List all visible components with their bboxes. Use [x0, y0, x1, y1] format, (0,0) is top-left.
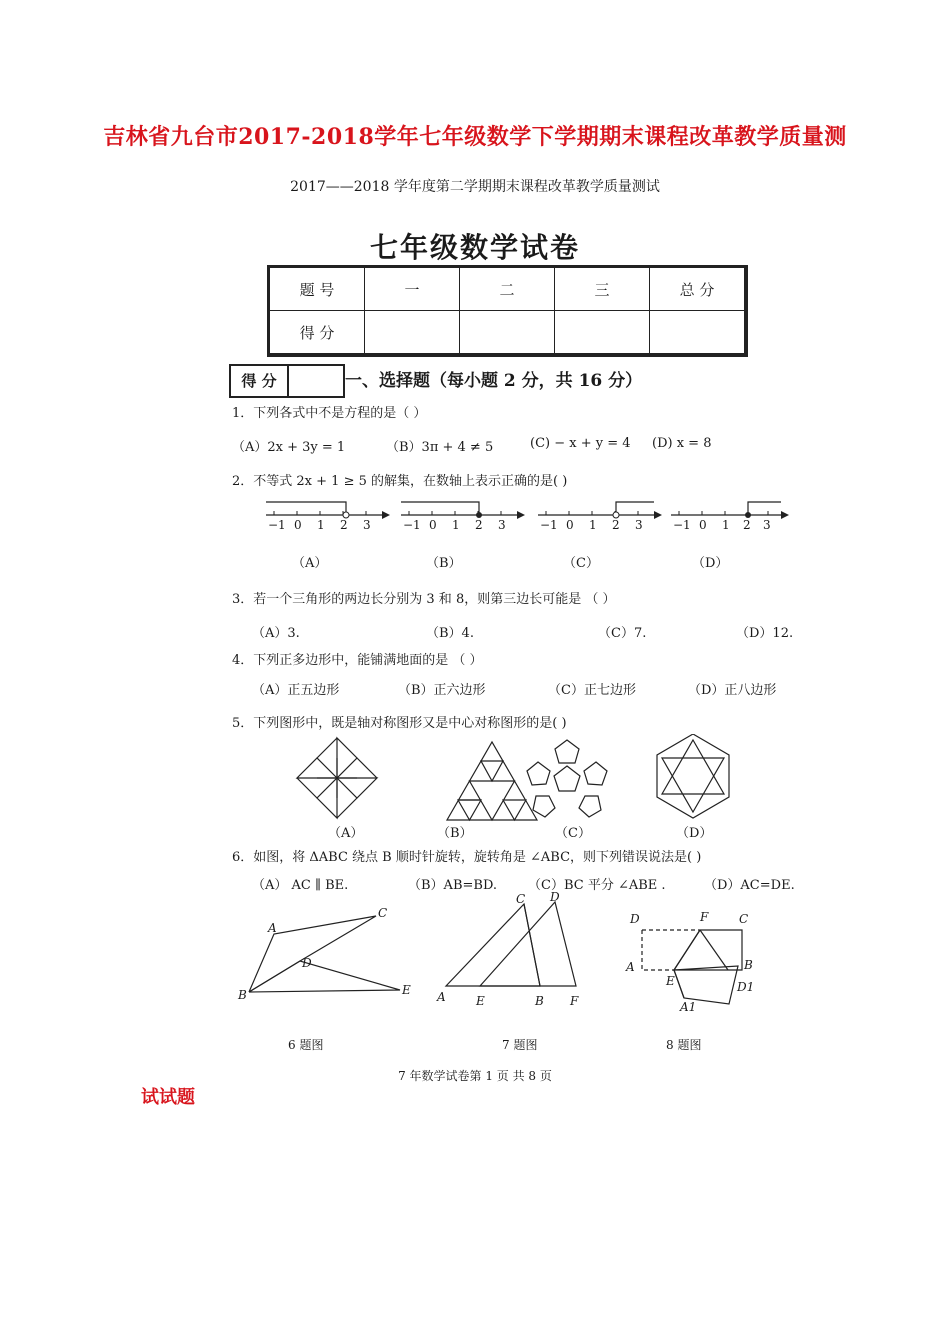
question-5-option-b: （B）	[437, 826, 473, 841]
question-2-option-d: （D）	[692, 556, 729, 571]
symmetry-figures	[285, 734, 755, 824]
question-2-option-c: （C）	[563, 556, 599, 571]
tick-label: 2	[340, 518, 348, 532]
fig7-label-f: F	[570, 994, 579, 1008]
question-5-option-d: （D）	[676, 826, 713, 841]
score-blank	[650, 311, 747, 356]
score-cell-section-1: 一	[365, 267, 460, 311]
question-3-option-c: （C）7.	[598, 626, 647, 641]
tick-label: 2	[612, 518, 620, 532]
document-title: 吉林省九台市2017-2018学年七年级数学下学期期末课程改革教学质量测	[103, 124, 847, 150]
tick-label: 2	[743, 518, 751, 532]
question-4-option-b: （B）正六边形	[398, 683, 486, 698]
tick-label: −1	[540, 518, 558, 532]
fig6-label-c: C	[378, 906, 388, 920]
pentagon-figure	[527, 740, 607, 817]
question-4-option-a: （A）正五边形	[252, 683, 340, 698]
section-score-label: 得 分	[231, 366, 289, 396]
question-4-option-d: （D）正八边形	[688, 683, 777, 698]
tick-label: 0	[294, 518, 302, 532]
question-5-stem: 5．下列图形中，既是轴对称图形又是中心对称图形的是( )	[232, 716, 567, 731]
tick-label: 0	[566, 518, 574, 532]
fig6-label-a: A	[268, 921, 277, 935]
score-blank	[460, 311, 555, 356]
score-cell-section-2: 二	[460, 267, 555, 311]
score-cell-label: 题 号	[269, 267, 365, 311]
question-2-option-b: （B）	[426, 556, 462, 571]
question-1-option-a: （A）2x + 3y = 1	[232, 440, 346, 455]
question-6-option-b: （B）AB=BD.	[408, 878, 498, 893]
number-line-c	[538, 502, 662, 519]
fig8-label-d: D	[630, 912, 640, 926]
pinwheel-figure	[297, 738, 377, 818]
question-6-option-d: （D）AC=DE.	[704, 878, 795, 893]
fig8-label-a1: A1	[680, 1000, 697, 1014]
score-cell-section-3: 三	[555, 267, 650, 311]
fig8-label-b: B	[744, 958, 753, 972]
score-table-score-row	[269, 311, 747, 356]
tick-label: 0	[429, 518, 437, 532]
fig6-label-e: E	[402, 983, 411, 997]
score-row-label: 得 分	[269, 311, 365, 356]
fig7-label-c: C	[516, 892, 526, 906]
tick-label: 3	[363, 518, 371, 532]
fig7-label-b: B	[535, 994, 544, 1008]
triangle-figure	[447, 742, 537, 820]
fig6-label-d: D	[302, 956, 312, 970]
question-4-stem: 4．下列正多边形中，能铺满地面的是 （ ）	[232, 653, 483, 668]
question-3-option-b: （B）4.	[426, 626, 474, 641]
trial-label: 试试题	[141, 1087, 195, 1108]
question-5-option-a: （A）	[328, 826, 364, 841]
tick-label: 1	[317, 518, 325, 532]
tick-label: 1	[722, 518, 730, 532]
question-1-option-c: (C) − x + y = 4	[530, 436, 631, 451]
fig6-label-b: B	[238, 988, 247, 1002]
tick-label: 3	[763, 518, 771, 532]
section-1-title: 一、选择题（每小题 2 分，共 16 分）	[345, 371, 643, 391]
score-table-header-row	[269, 267, 747, 311]
fig7-label-d: D	[550, 890, 560, 904]
hexagram-figure	[657, 734, 729, 818]
question-1-stem: 1．下列各式中不是方程的是（ ）	[232, 406, 427, 421]
question-2-option-a: （A）	[292, 556, 328, 571]
number-line-b	[401, 502, 525, 519]
tick-label: 1	[452, 518, 460, 532]
question-3-option-a: （A）3.	[252, 626, 300, 641]
tick-label: 2	[475, 518, 483, 532]
question-1-option-d: (D) x = 8	[652, 436, 712, 451]
tick-label: 3	[635, 518, 643, 532]
tick-label: −1	[403, 518, 421, 532]
score-cell-total: 总 分	[650, 267, 747, 311]
score-blank	[365, 311, 460, 356]
question-6-stem: 6．如图，将 ΔABC 绕点 B 顺时针旋转，旋转角是 ∠ABC，则下列错误说法是( )	[232, 850, 702, 865]
fig8-label-f: F	[700, 910, 709, 924]
figure-6	[236, 906, 426, 1006]
number-line-d	[671, 502, 789, 519]
figure-7-caption: 7 题图	[502, 1038, 538, 1052]
figure-8-caption: 8 题图	[666, 1038, 702, 1052]
question-6-option-a: （A） AC ∥ BE.	[252, 878, 349, 893]
tick-label: 3	[498, 518, 506, 532]
question-4-option-c: （C）正七边形	[548, 683, 636, 698]
tick-label: 1	[589, 518, 597, 532]
fig7-label-a: A	[437, 990, 446, 1004]
tick-label: 0	[699, 518, 707, 532]
section-score-box	[229, 364, 345, 398]
number-line-a	[266, 502, 390, 519]
fig8-label-a: A	[626, 960, 635, 974]
question-3-option-d: （D）12.	[736, 626, 794, 641]
question-5-option-c: （C）	[555, 826, 591, 841]
question-1-option-b: （B）3π + 4 ≠ 5	[386, 440, 494, 455]
question-3-stem: 3．若一个三角形的两边长分别为 3 和 8，则第三边长可能是 （ ）	[232, 592, 616, 607]
fig8-label-d1: D1	[737, 980, 755, 994]
figure-6-caption: 6 题图	[288, 1038, 324, 1052]
fig7-label-e: E	[476, 994, 485, 1008]
exam-subtitle: 2017——2018 学年度第二学期期末课程改革教学质量测试	[290, 179, 660, 195]
score-table	[267, 265, 748, 357]
tick-label: −1	[673, 518, 691, 532]
tick-label: −1	[268, 518, 286, 532]
score-blank	[555, 311, 650, 356]
question-2-stem: 2．不等式 2x + 1 ≥ 5 的解集，在数轴上表示正确的是( )	[232, 474, 568, 489]
fig8-label-c: C	[739, 912, 749, 926]
question-6-option-c: （C）BC 平分 ∠ABE .	[528, 878, 666, 893]
exam-title: 七年级数学试卷	[369, 231, 580, 264]
page-footer: 7 年数学试卷第 1 页 共 8 页	[398, 1069, 552, 1083]
figure-7	[440, 896, 590, 996]
section-score-blank	[289, 366, 343, 396]
fig8-label-e: E	[666, 974, 675, 988]
